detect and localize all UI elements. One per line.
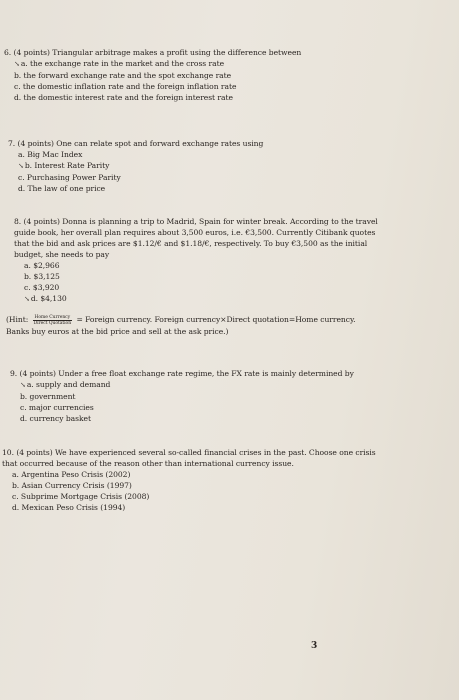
question-10-stem: 10. (4 points) We have experienced several so-called financial crises in the past. Choose one crisis (2, 448, 376, 457)
checkmark-icon: ↘ (24, 295, 30, 303)
question-9 (10, 368, 440, 424)
option-8a: a. $2,966 (24, 261, 60, 270)
hint-fraction: $\frac{\text{Home Currency}}{\text{Direct Quotation}}$ (33, 314, 72, 326)
option-10d: d. Mexican Peso Crisis (1994) (12, 503, 126, 512)
option-7c: c. Purchasing Power Parity (18, 173, 121, 182)
question-10: 10. (4 points) We have experienced several so-called financial crises in the past. Choose one crisis that occurred because of the reason other than international currency issue. a. Argentina Peso Crisis (2002) b. Asian Currency Crisis (1997) c. Subprime Mortgage Crisis (2008) d. Mexican Peso Crisis (1994) (2, 447, 442, 513)
question-7 (8, 138, 438, 194)
option-7d: d. The law of one price (18, 184, 106, 193)
question-8-hint: (Hint: $\frac{\text{Home Currency}}{\text{Direct Quotation}}$ = Foreign currency. Foreign currency×Direct quotation=Home currency. (6, 314, 356, 326)
option-6d: d. the domestic interest rate and the foreign interest rate (14, 93, 233, 102)
option-9a: ↘a. supply and demand (20, 380, 111, 389)
question-8-stem: 8. (4 points) Donna is planning a trip to Madrid, Spain for winter break. According to the travel (14, 217, 378, 226)
option-9c: c. major currencies (20, 403, 94, 412)
option-9d: d. currency basket (20, 414, 91, 423)
question-number: 6. (4, 48, 12, 57)
option-9b: b. government (20, 392, 76, 401)
checkmark-icon: ↘ (20, 381, 26, 389)
option-10a: a. Argentina Peso Crisis (2002) (12, 470, 131, 479)
option-6b: b. the forward exchange rate and the spot exchange rate (14, 71, 232, 80)
option-7a: a. Big Mac Index (18, 150, 83, 159)
option-8d: ↘d. $4,130 (24, 294, 67, 303)
option-10c: c. Subprime Mortgage Crisis (2008) (12, 492, 150, 501)
option-10b: b. Asian Currency Crisis (1997) (12, 481, 132, 490)
question-7-stem: 7. (4 points) One can relate spot and forward exchange rates using (8, 139, 264, 148)
checkmark-icon: ↘ (18, 162, 24, 170)
option-7b: ↘b. Interest Rate Parity (18, 161, 110, 170)
option-6a: ↘a. the exchange rate in the market and the cross rate (14, 59, 225, 68)
question-6 (4, 47, 444, 103)
question-text: (4 points) Triangular arbitrage makes a profit using the difference between (13, 48, 302, 57)
page-number: 3 (311, 641, 318, 651)
checkmark-icon: ↘ (14, 60, 20, 68)
question-9-stem: 9. (4 points) Under a free float exchange rate regime, the FX rate is mainly determined by (10, 369, 354, 378)
option-6c: c. the domestic inflation rate and the foreign inflation rate (14, 82, 237, 91)
option-8c: c. $3,920 (24, 283, 60, 292)
option-8b: b. $3,125 (24, 272, 60, 281)
question-6-stem (4, 47, 444, 58)
question-8: 8. (4 points) Donna is planning a trip to Madrid, Spain for winter break. According to the travel guide book, her overall plan requires about 3,500 euros, i.e. €3,500. Currently Citibank quotes that the bid and ask prices are $1.12/€ and $1.18/€, respectively. To buy €3,500 as the initial budget, she needs to pay a. $2,966 b. $3,125 c. $3,920 ↘d. $4,130 (Hint: $\frac{\text{Home Currency}}{\text{Direct Quotation}}$ = Foreign currency. Foreign currency×Direct quotation=Home currency. Banks buy euros at the bid price and sell at the ask price.) (14, 216, 444, 337)
